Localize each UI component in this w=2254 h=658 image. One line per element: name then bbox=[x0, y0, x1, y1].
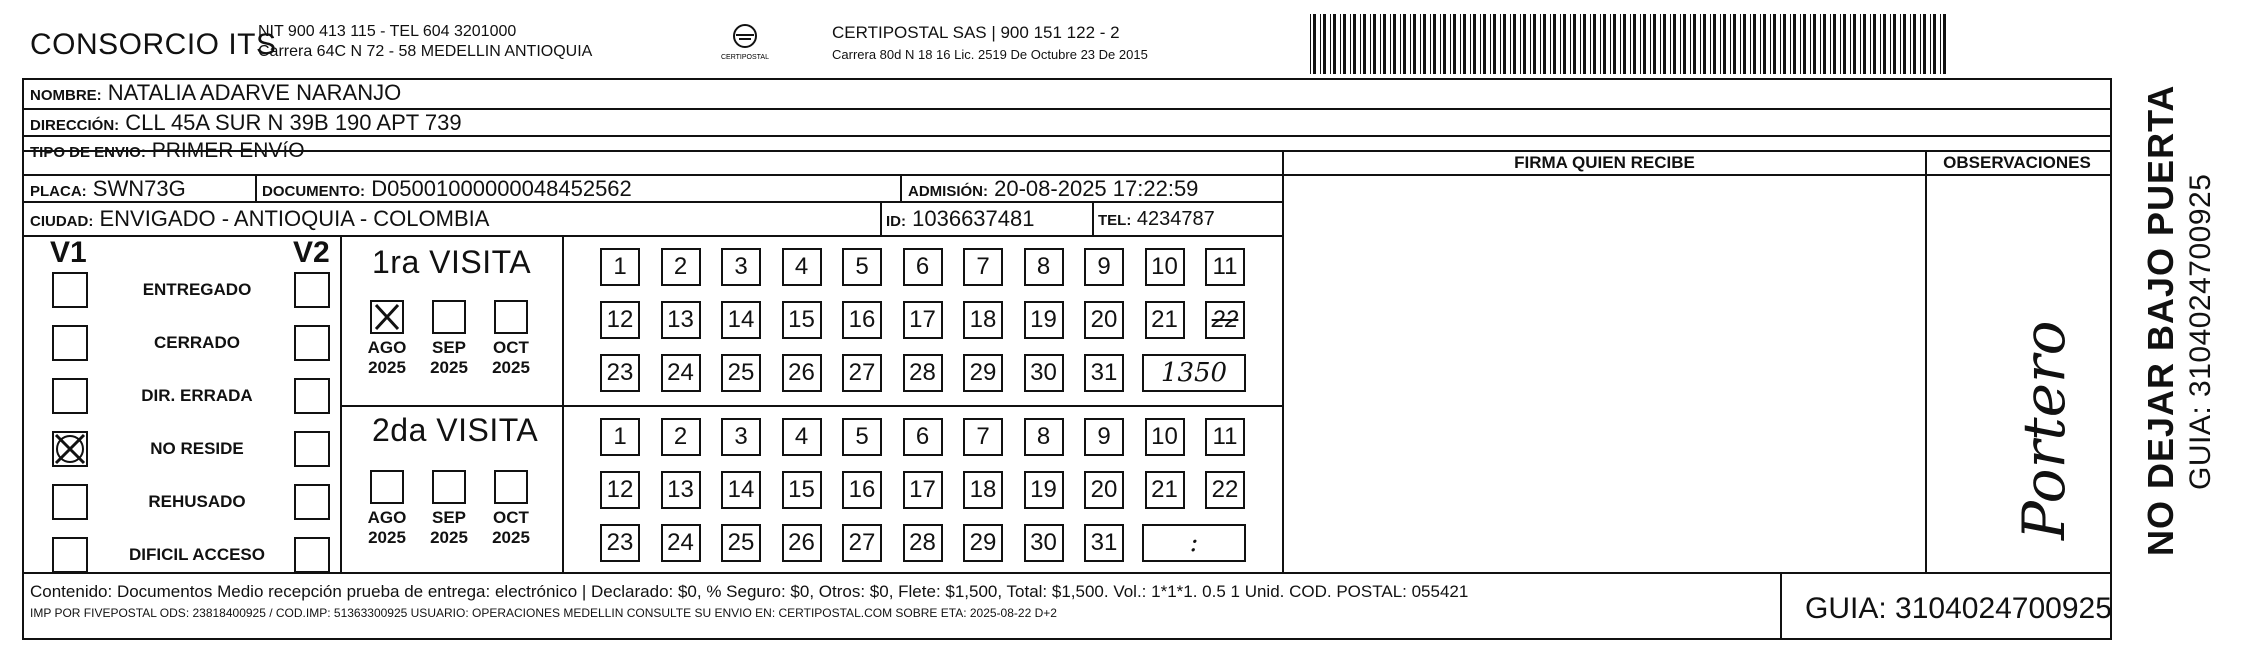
ciudad-row bbox=[30, 206, 489, 232]
barcode-bar bbox=[1683, 14, 1686, 74]
certipostal-logo bbox=[710, 22, 780, 62]
barcode-bar bbox=[1413, 14, 1416, 74]
barcode-bar bbox=[1403, 14, 1406, 74]
no-dejar-text: NO DEJAR BAJO PUERTA bbox=[2140, 84, 2181, 556]
day-box[interactable]: 13 bbox=[661, 471, 701, 509]
barcode-bar bbox=[1800, 14, 1801, 74]
day-box[interactable]: 11 bbox=[1205, 248, 1245, 286]
barcode-bar bbox=[1440, 14, 1441, 74]
side-guia-text: GUIA: 3104024700925 bbox=[2184, 173, 2217, 490]
barcode-bar bbox=[1593, 14, 1596, 74]
day-box[interactable]: 6 bbox=[903, 418, 943, 456]
barcode-bar bbox=[1603, 14, 1606, 74]
firma-header: FIRMA QUIEN RECIBE bbox=[1514, 153, 1695, 172]
barcode-bar bbox=[1590, 14, 1591, 74]
documento-row bbox=[262, 176, 632, 202]
barcode-bar bbox=[1370, 14, 1371, 74]
barcode-bar bbox=[1743, 14, 1746, 74]
barcode-bar bbox=[1393, 14, 1396, 74]
tipo-label: TIPO DE ENVIO: bbox=[30, 144, 146, 161]
v1-checkbox[interactable] bbox=[52, 431, 88, 467]
observaciones-header: OBSERVACIONES bbox=[1943, 153, 2091, 172]
month-year-label bbox=[360, 338, 414, 378]
v1-checkbox[interactable] bbox=[52, 378, 88, 414]
barcode-bar bbox=[1400, 14, 1401, 74]
time-box[interactable]: 1350 bbox=[1142, 354, 1246, 392]
barcode-bar bbox=[1680, 14, 1681, 74]
year-label: 2025 bbox=[492, 528, 530, 547]
barcode-bar bbox=[1363, 14, 1366, 74]
month-checkbox[interactable] bbox=[370, 470, 404, 504]
status-label: DIR. ERRADA bbox=[141, 386, 253, 405]
barcode-bar bbox=[1310, 14, 1311, 74]
day-box[interactable]: 7 bbox=[963, 248, 1003, 286]
barcode-bar bbox=[1740, 14, 1741, 74]
year-label: 2025 bbox=[368, 358, 406, 377]
barcode-bar bbox=[1873, 14, 1876, 74]
barcode-bar bbox=[1470, 14, 1471, 74]
barcode-bar bbox=[1720, 14, 1721, 74]
carrier-address: Carrera 80d N 18 16 Lic. 2519 De Octubre 23 De 2015 bbox=[832, 47, 1148, 62]
day-box[interactable]: 21 bbox=[1145, 301, 1185, 339]
id-label: ID: bbox=[886, 213, 906, 230]
barcode-bar bbox=[1333, 14, 1336, 74]
day-box[interactable]: 4 bbox=[782, 248, 822, 286]
month-year-label bbox=[484, 338, 538, 378]
visit2-title: 2da VISITA bbox=[372, 412, 539, 448]
barcode-bar bbox=[1820, 14, 1821, 74]
barcode-bar bbox=[1643, 14, 1646, 74]
documento-value: D05001000000048452562 bbox=[371, 176, 632, 201]
barcode-bar bbox=[1773, 14, 1776, 74]
day-box[interactable]: 10 bbox=[1145, 248, 1185, 286]
day-box[interactable]: 24 bbox=[661, 354, 701, 392]
month-label: SEP bbox=[431, 508, 467, 527]
day-box[interactable]: 7 bbox=[963, 418, 1003, 456]
tel-row bbox=[1098, 208, 1215, 231]
barcode-bar bbox=[1430, 14, 1431, 74]
barcode-bar bbox=[1360, 14, 1361, 74]
barcode-bar bbox=[1903, 14, 1906, 74]
barcode-bar bbox=[1600, 14, 1601, 74]
day-box[interactable]: 6 bbox=[903, 248, 943, 286]
day-box[interactable]: 20 bbox=[1084, 301, 1124, 339]
direccion-label: DIRECCIÓN: bbox=[30, 117, 120, 134]
barcode-bar bbox=[1893, 14, 1896, 74]
status-label: CERRADO bbox=[154, 333, 240, 352]
day-box[interactable]: 31 bbox=[1084, 524, 1124, 562]
v2-checkbox[interactable] bbox=[294, 272, 330, 308]
barcode-bar bbox=[1323, 14, 1326, 74]
barcode-bar bbox=[1803, 14, 1806, 74]
barcode bbox=[1310, 14, 1950, 74]
barcode-bar bbox=[1473, 14, 1476, 74]
barcode-bar bbox=[1780, 14, 1781, 74]
barcode-bar bbox=[1573, 14, 1576, 74]
day-box[interactable]: 12 bbox=[600, 301, 640, 339]
status-label: NO RESIDE bbox=[150, 439, 244, 458]
ciudad-value: ENVIGADO - ANTIOQUIA - COLOMBIA bbox=[99, 206, 490, 231]
day-box[interactable]: 28 bbox=[903, 354, 943, 392]
day-box[interactable]: 25 bbox=[721, 524, 761, 562]
day-box[interactable]: 14 bbox=[721, 301, 761, 339]
barcode-bar bbox=[1860, 14, 1861, 74]
day-box[interactable]: 17 bbox=[903, 471, 943, 509]
barcode-bar bbox=[1623, 14, 1626, 74]
barcode-bar bbox=[1913, 14, 1916, 74]
barcode-bar bbox=[1493, 14, 1496, 74]
day-box[interactable]: 31 bbox=[1084, 354, 1124, 392]
day-box[interactable]: 9 bbox=[1084, 418, 1124, 456]
month-label: OCT bbox=[493, 338, 529, 357]
tel-label: TEL: bbox=[1098, 212, 1132, 229]
status-label: DIFICIL ACCESO bbox=[128, 545, 265, 564]
barcode-bar bbox=[1423, 14, 1426, 74]
barcode-bar bbox=[1390, 14, 1391, 74]
barcode-bar bbox=[1443, 14, 1446, 74]
barcode-bar bbox=[1763, 14, 1766, 74]
barcode-bar bbox=[1793, 14, 1796, 74]
barcode-bar bbox=[1563, 14, 1566, 74]
barcode-bar bbox=[1840, 14, 1841, 74]
day-box[interactable]: 15 bbox=[782, 471, 822, 509]
barcode-bar bbox=[1530, 14, 1531, 74]
month-label: OCT bbox=[493, 508, 529, 527]
barcode-bar bbox=[1383, 14, 1386, 74]
barcode-bar bbox=[1653, 14, 1656, 74]
v2-checkbox[interactable] bbox=[294, 537, 330, 573]
month-label: AGO bbox=[367, 338, 407, 357]
placa-row bbox=[30, 176, 186, 202]
barcode-bar bbox=[1570, 14, 1571, 74]
day-box[interactable]: 5 bbox=[842, 248, 882, 286]
day-box[interactable]: 27 bbox=[842, 354, 882, 392]
barcode-bar bbox=[1613, 14, 1616, 74]
barcode-bar bbox=[1770, 14, 1771, 74]
barcode-bar bbox=[1433, 14, 1436, 74]
v1-checkbox[interactable] bbox=[52, 537, 88, 573]
month-year-label bbox=[360, 508, 414, 548]
barcode-bar bbox=[1783, 14, 1786, 74]
day-box[interactable]: 3 bbox=[721, 418, 761, 456]
nombre-row bbox=[30, 80, 401, 106]
day-box[interactable]: 22 bbox=[1205, 301, 1245, 339]
barcode-bar bbox=[1933, 14, 1936, 74]
barcode-bar bbox=[1540, 14, 1541, 74]
carrier-details bbox=[832, 22, 1148, 66]
barcode-bar bbox=[1890, 14, 1891, 74]
direccion-row bbox=[30, 110, 462, 136]
day-box[interactable]: 8 bbox=[1024, 248, 1064, 286]
day-box[interactable]: 15 bbox=[782, 301, 822, 339]
day-box[interactable]: 2 bbox=[661, 418, 701, 456]
barcode-bar bbox=[1580, 14, 1581, 74]
day-box[interactable]: 24 bbox=[661, 524, 701, 562]
barcode-bar bbox=[1520, 14, 1521, 74]
month-checkbox[interactable] bbox=[494, 470, 528, 504]
barcode-bar bbox=[1833, 14, 1836, 74]
barcode-bar bbox=[1503, 14, 1506, 74]
v2-checkbox[interactable] bbox=[294, 378, 330, 414]
barcode-bar bbox=[1650, 14, 1651, 74]
documento-label: DOCUMENTO: bbox=[262, 183, 366, 200]
barcode-bar bbox=[1920, 14, 1921, 74]
day-box[interactable]: 30 bbox=[1024, 524, 1064, 562]
barcode-bar bbox=[1523, 14, 1526, 74]
day-box[interactable]: 18 bbox=[963, 471, 1003, 509]
barcode-bar bbox=[1343, 14, 1346, 74]
month-checkbox[interactable] bbox=[432, 300, 466, 334]
barcode-bar bbox=[1690, 14, 1691, 74]
barcode-bar bbox=[1543, 14, 1546, 74]
barcode-bar bbox=[1583, 14, 1586, 74]
logo-text: CERTIPOSTAL bbox=[721, 54, 769, 61]
month-checkbox[interactable] bbox=[432, 470, 466, 504]
barcode-bar bbox=[1553, 14, 1556, 74]
barcode-bar bbox=[1380, 14, 1381, 74]
barcode-bar bbox=[1940, 14, 1941, 74]
barcode-bar bbox=[1513, 14, 1516, 74]
admision-row bbox=[908, 176, 1198, 202]
day-box[interactable]: 1 bbox=[600, 248, 640, 286]
barcode-bar bbox=[1863, 14, 1866, 74]
v1-checkbox[interactable] bbox=[52, 325, 88, 361]
day-box[interactable]: 3 bbox=[721, 248, 761, 286]
barcode-bar bbox=[1500, 14, 1501, 74]
barcode-bar bbox=[1693, 14, 1696, 74]
barcode-bar bbox=[1420, 14, 1421, 74]
barcode-bar bbox=[1453, 14, 1456, 74]
visit1-title: 1ra VISITA bbox=[372, 244, 532, 280]
year-label: 2025 bbox=[492, 358, 530, 377]
side-warning bbox=[2140, 85, 2182, 556]
ciudad-label: CIUDAD: bbox=[30, 213, 94, 230]
day-box[interactable]: 16 bbox=[842, 301, 882, 339]
barcode-bar bbox=[1923, 14, 1926, 74]
v1-checkbox[interactable] bbox=[52, 484, 88, 520]
day-box[interactable]: 19 bbox=[1024, 471, 1064, 509]
v2-checkbox[interactable] bbox=[294, 431, 330, 467]
day-box[interactable]: 16 bbox=[842, 471, 882, 509]
day-box[interactable]: 19 bbox=[1024, 301, 1064, 339]
month-checkbox[interactable] bbox=[494, 300, 528, 334]
footer-guia: GUIA: 3104024700925 bbox=[1805, 592, 2112, 625]
company-name: CONSORCIO ITS bbox=[30, 28, 277, 61]
day-box[interactable]: 30 bbox=[1024, 354, 1064, 392]
barcode-bar bbox=[1730, 14, 1731, 74]
day-box[interactable]: 28 bbox=[903, 524, 943, 562]
barcode-bar bbox=[1900, 14, 1901, 74]
barcode-bar bbox=[1843, 14, 1846, 74]
admision-label: ADMISIÓN: bbox=[908, 183, 988, 200]
day-box[interactable]: 8 bbox=[1024, 418, 1064, 456]
barcode-bar bbox=[1910, 14, 1911, 74]
barcode-bar bbox=[1830, 14, 1831, 74]
barcode-bar bbox=[1733, 14, 1736, 74]
day-box[interactable]: 10 bbox=[1145, 418, 1185, 456]
day-box[interactable]: 20 bbox=[1084, 471, 1124, 509]
tipo-value: PRIMER ENVíO bbox=[151, 139, 305, 162]
day-box[interactable]: 22 bbox=[1205, 471, 1245, 509]
barcode-bar bbox=[1880, 14, 1881, 74]
day-box[interactable]: 11 bbox=[1205, 418, 1245, 456]
barcode-bar bbox=[1753, 14, 1756, 74]
barcode-bar bbox=[1870, 14, 1871, 74]
month-label: AGO bbox=[367, 508, 407, 527]
company-address: Carrera 64C N 72 - 58 MEDELLIN ANTIOQUIA bbox=[258, 43, 593, 60]
v1-header: V1 bbox=[50, 236, 87, 269]
nombre-value: NATALIA ADARVE NARANJO bbox=[107, 80, 402, 105]
barcode-bar bbox=[1510, 14, 1511, 74]
barcode-bar bbox=[1663, 14, 1666, 74]
day-box[interactable]: 26 bbox=[782, 354, 822, 392]
v2-checkbox[interactable] bbox=[294, 484, 330, 520]
month-label: SEP bbox=[431, 338, 467, 357]
year-label: 2025 bbox=[368, 528, 406, 547]
status-label: REHUSADO bbox=[148, 492, 246, 511]
barcode-bar bbox=[1810, 14, 1811, 74]
barcode-bar bbox=[1670, 14, 1671, 74]
day-box[interactable]: 18 bbox=[963, 301, 1003, 339]
barcode-bar bbox=[1313, 14, 1316, 74]
barcode-bar bbox=[1853, 14, 1856, 74]
barcode-bar bbox=[1550, 14, 1551, 74]
barcode-bar bbox=[1673, 14, 1676, 74]
barcode-bar bbox=[1750, 14, 1751, 74]
day-box[interactable]: 17 bbox=[903, 301, 943, 339]
day-box[interactable]: 27 bbox=[842, 524, 882, 562]
barcode-bar bbox=[1943, 14, 1946, 74]
barcode-bar bbox=[1480, 14, 1481, 74]
side-guia bbox=[2184, 174, 2218, 490]
year-label: 2025 bbox=[430, 528, 468, 547]
barcode-bar bbox=[1353, 14, 1356, 74]
barcode-bar bbox=[1723, 14, 1726, 74]
nombre-label: NOMBRE: bbox=[30, 87, 102, 104]
month-year-label bbox=[422, 338, 476, 378]
time-box[interactable]: : bbox=[1142, 524, 1246, 562]
barcode-bar bbox=[1410, 14, 1411, 74]
barcode-bar bbox=[1533, 14, 1536, 74]
barcode-bar bbox=[1823, 14, 1826, 74]
barcode-bar bbox=[1700, 14, 1701, 74]
barcode-bar bbox=[1320, 14, 1321, 74]
day-box[interactable]: 14 bbox=[721, 471, 761, 509]
company-nit: NIT 900 413 115 - TEL 604 3201000 bbox=[258, 23, 517, 40]
day-box[interactable]: 1 bbox=[600, 418, 640, 456]
month-year-label bbox=[422, 508, 476, 548]
company-details bbox=[258, 22, 592, 62]
day-box[interactable]: 21 bbox=[1145, 471, 1185, 509]
day-box[interactable]: 23 bbox=[600, 354, 640, 392]
barcode-bar bbox=[1883, 14, 1886, 74]
day-box[interactable]: 5 bbox=[842, 418, 882, 456]
barcode-bar bbox=[1813, 14, 1816, 74]
barcode-bar bbox=[1790, 14, 1791, 74]
day-box[interactable]: 9 bbox=[1084, 248, 1124, 286]
barcode-bar bbox=[1460, 14, 1461, 74]
carrier-nit: CERTIPOSTAL SAS | 900 151 122 - 2 bbox=[832, 23, 1120, 42]
barcode-bar bbox=[1930, 14, 1931, 74]
day-box[interactable]: 26 bbox=[782, 524, 822, 562]
barcode-bar bbox=[1340, 14, 1341, 74]
barcode-bar bbox=[1713, 14, 1716, 74]
barcode-bar bbox=[1463, 14, 1466, 74]
observacion-handwritten: Portero bbox=[2010, 320, 2078, 540]
placa-label: PLACA: bbox=[30, 183, 87, 200]
barcode-bar bbox=[1490, 14, 1491, 74]
v2-header: V2 bbox=[293, 236, 330, 269]
day-box[interactable]: 23 bbox=[600, 524, 640, 562]
barcode-bar bbox=[1640, 14, 1641, 74]
barcode-bar bbox=[1630, 14, 1631, 74]
id-value: 1036637481 bbox=[912, 206, 1035, 231]
barcode-bar bbox=[1620, 14, 1621, 74]
footer-content: Contenido: Documentos Medio recepción prueba de entrega: electrónico | Declarado: $0, % Seguro: $0, Otros: $0, Flete: $1,500, Total: $1,500. Vol.: 1*1*1. 0.5 1 Unid. COD. POSTAL: 055421 bbox=[30, 582, 1469, 601]
barcode-bar bbox=[1350, 14, 1351, 74]
barcode-bar bbox=[1483, 14, 1486, 74]
day-box[interactable]: 4 bbox=[782, 418, 822, 456]
month-year-label bbox=[484, 508, 538, 548]
year-label: 2025 bbox=[430, 358, 468, 377]
v2-checkbox[interactable] bbox=[294, 325, 330, 361]
tel-value: 4234787 bbox=[1136, 208, 1215, 230]
id-row bbox=[886, 206, 1034, 232]
day-box[interactable]: 29 bbox=[963, 524, 1003, 562]
barcode-bar bbox=[1760, 14, 1761, 74]
day-box[interactable]: 2 bbox=[661, 248, 701, 286]
placa-value: SWN73G bbox=[92, 176, 186, 201]
v1-checkbox[interactable] bbox=[52, 272, 88, 308]
barcode-bar bbox=[1560, 14, 1561, 74]
barcode-bar bbox=[1450, 14, 1451, 74]
admision-value: 20-08-2025 17:22:59 bbox=[994, 176, 1199, 201]
barcode-bar bbox=[1850, 14, 1851, 74]
day-box[interactable]: 29 bbox=[963, 354, 1003, 392]
tipo-row bbox=[30, 139, 305, 163]
footer-impression: IMP POR FIVEPOSTAL ODS: 23818400925 / COD.IMP: 51363300925 USUARIO: OPERACIONES MEDELLIN CONSULTE SU ENVIO EN: CERTIPOSTAL.COM SOBRE ETA: 2025-08-22 D+2 bbox=[30, 606, 1057, 620]
barcode-bar bbox=[1703, 14, 1706, 74]
status-label: ENTREGADO bbox=[142, 280, 252, 299]
month-checkbox[interactable] bbox=[370, 300, 404, 334]
day-box[interactable]: 12 bbox=[600, 471, 640, 509]
barcode-bar bbox=[1610, 14, 1611, 74]
barcode-bar bbox=[1710, 14, 1711, 74]
direccion-value: CLL 45A SUR N 39B 190 APT 739 bbox=[125, 110, 462, 135]
barcode-bar bbox=[1633, 14, 1636, 74]
barcode-bar bbox=[1373, 14, 1376, 74]
day-box[interactable]: 13 bbox=[661, 301, 701, 339]
barcode-bar bbox=[1660, 14, 1661, 74]
day-box[interactable]: 25 bbox=[721, 354, 761, 392]
barcode-bar bbox=[1330, 14, 1331, 74]
